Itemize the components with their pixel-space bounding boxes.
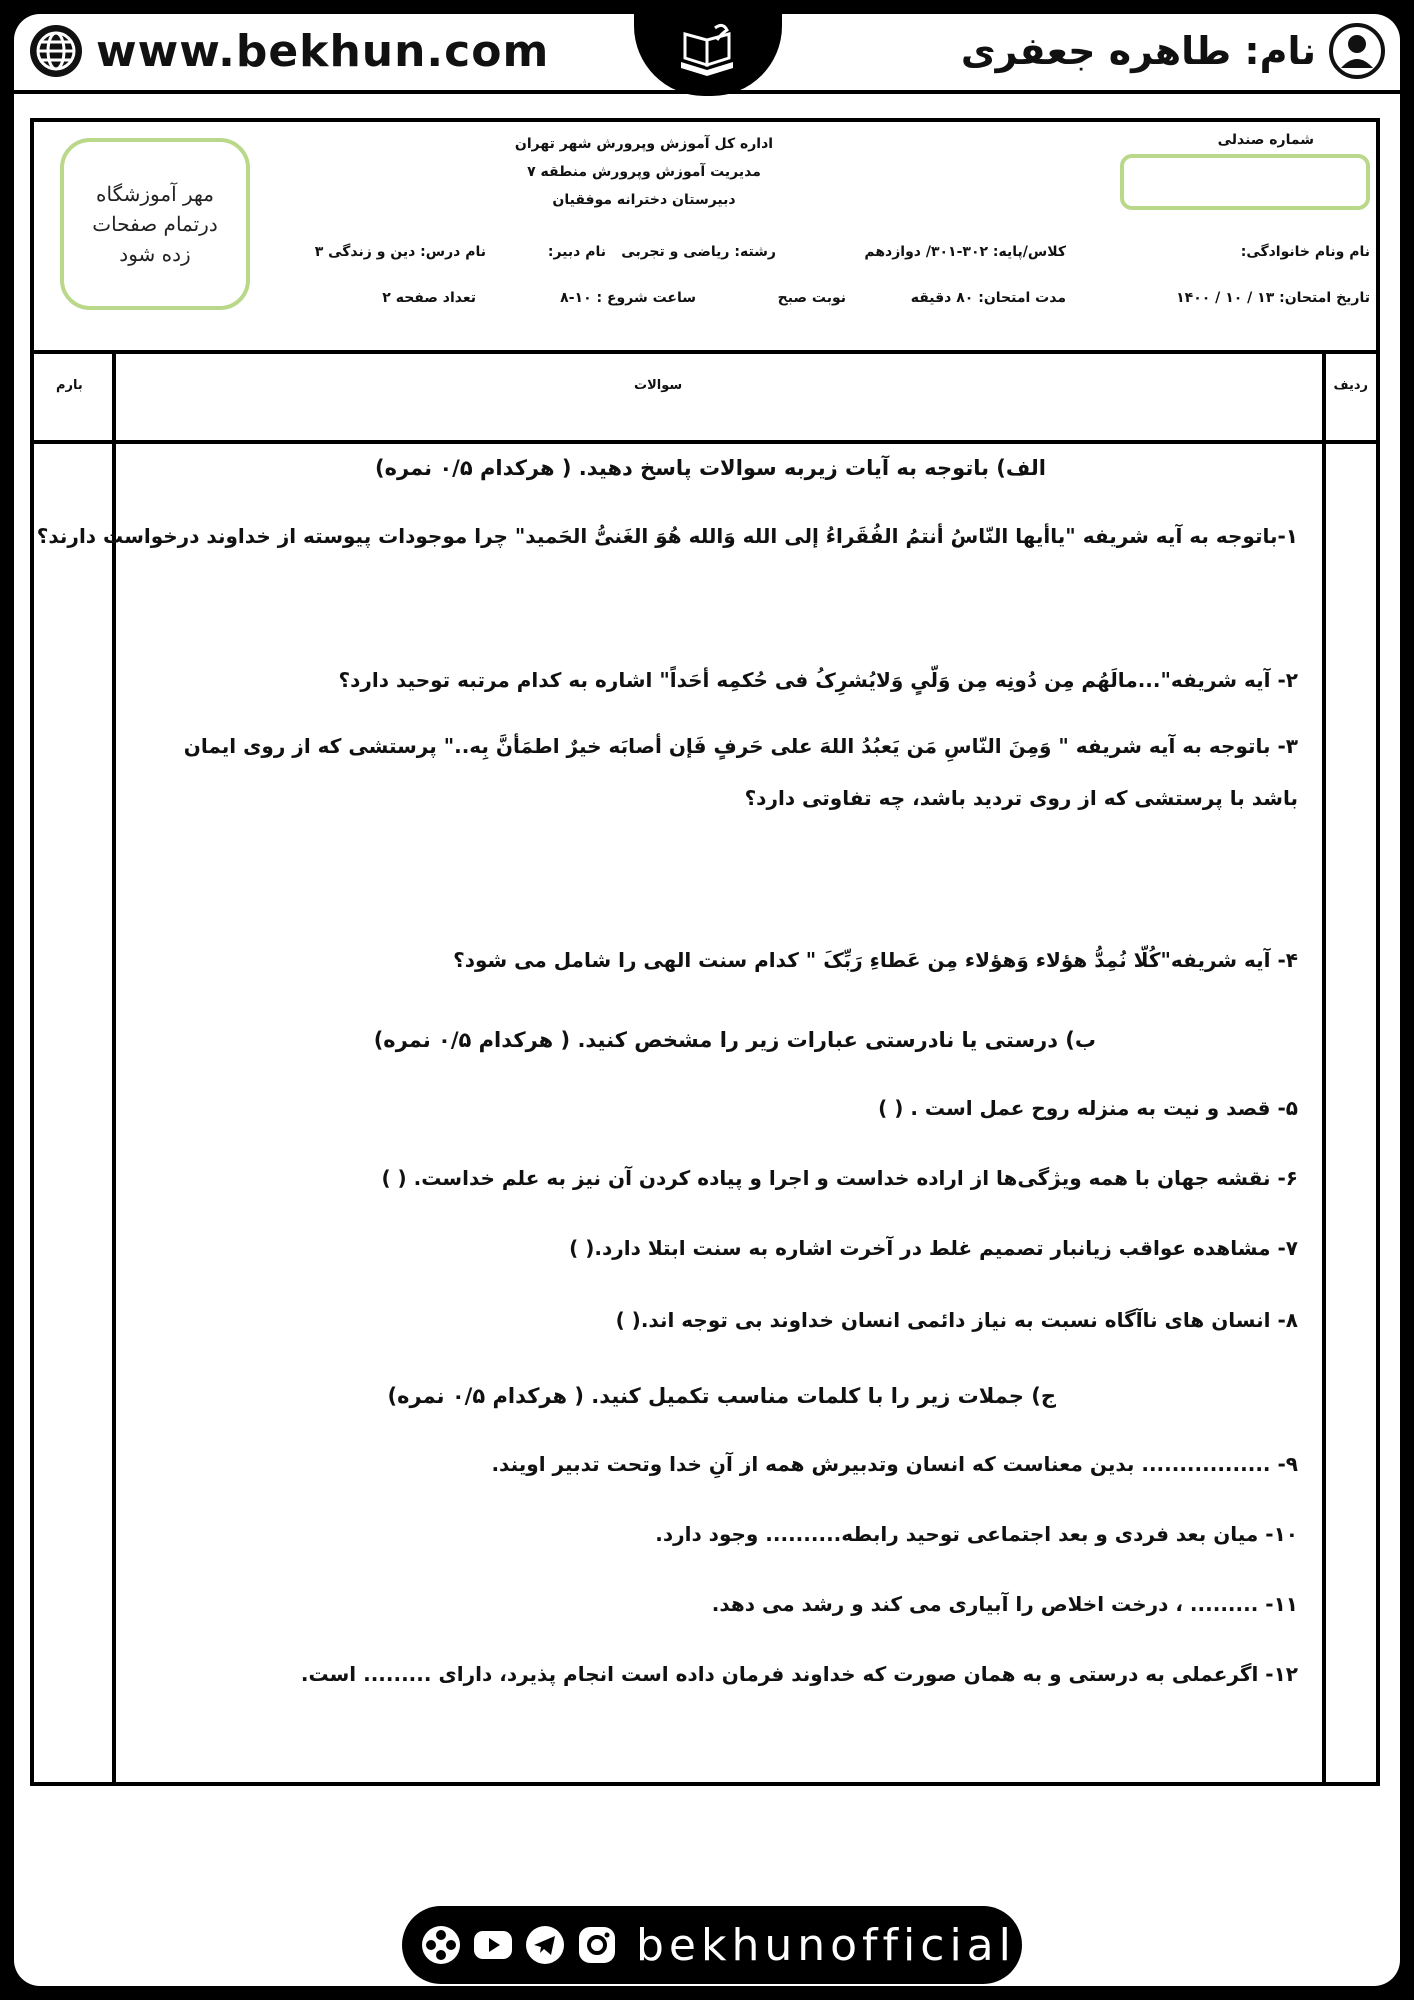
start-time-field: ساعت شروع : ۱۰-۸: [560, 290, 696, 306]
teacher-field: نام دبیر:: [547, 244, 606, 260]
question-1: ۱-باتوجه به آیه شریفه "یاأیها النّاسُ أنتمُ الفُقَراءُ إلی الله وَالله هُوَ الغَنیُّ الحَمید" چرا موجودات پیوسته از خداوند درخواست دارند؟: [36, 524, 1298, 548]
instagram-icon[interactable]: [576, 1924, 618, 1966]
stamp-line: درتمام صفحات: [92, 212, 218, 236]
book-logo-icon: [663, 18, 753, 88]
student-name-box: [961, 22, 1386, 80]
question-7: ۷- مشاهده عواقب زیانبار تصمیم غلط در آخرت اشاره به سنت ابتلا دارد.( ): [569, 1236, 1298, 1260]
exam-header: [34, 122, 1376, 354]
exam-date-field: تاریخ امتحان: ۱۳ / ۱۰ / ۱۴۰۰: [1176, 290, 1370, 306]
question-3: ۳- باتوجه به آیه شریفه " وَمِنَ النّاسِ مَن یَعبُدُ اللهَ علی حَرفٍ فَإن أصابَه خیرٌ اطمَأنَّ بِه.." پرستشی که از روی ایمان باشد با پرستشی که از روی تردید باشد، چه تفاوتی دارد؟: [183, 734, 1298, 810]
row-column-header: ردیف: [1333, 378, 1368, 393]
seat-number-label: شماره صندلی: [1217, 132, 1314, 148]
class-field: کلاس/پایه: ۳۰۲-۳۰۱/ دوازدهم: [864, 244, 1066, 260]
top-bar: [14, 14, 1400, 88]
questions-body: [36, 444, 1306, 1782]
name-field: نام ونام خانوادگی:: [1240, 244, 1370, 260]
school-stamp-box: [60, 138, 250, 310]
shift-field: نوبت صبح: [777, 290, 846, 306]
bekhun-logo: [634, 14, 782, 96]
page-count-field: تعداد صفحه ۲: [382, 290, 476, 306]
questions-column-header: سوالات: [634, 378, 683, 393]
question-4: ۴- آیه شریفه"کُلّا نُمِدُّ هؤلاء وَهؤلاء مِن عَطاءِ رَبِّکَ " کدام سنت الهی را شامل می شود؟: [453, 948, 1298, 972]
globe-icon: [28, 23, 84, 79]
question-9: ۹- ................. بدین معناست که انسان وتدبیرش همه از آنِ خدا وتحت تدبیر اویند.: [491, 1452, 1298, 1476]
student-name: نام: طاهره جعفری: [960, 29, 1316, 73]
org-line: اداره کل آموزش وپرورش شهر تهران: [514, 136, 774, 152]
youtube-icon[interactable]: [472, 1924, 514, 1966]
score-column-header: بارم: [56, 378, 83, 393]
telegram-icon[interactable]: [524, 1924, 566, 1966]
question-5: ۵- قصد و نیت به منزله روح عمل است . ( ): [878, 1096, 1298, 1120]
section-a-title: الف) باتوجه به آیات زیربه سوالات پاسخ دهید. ( هرکدام ۰/۵ نمره): [375, 456, 1046, 480]
exam-sheet: [30, 118, 1380, 1786]
page-frame: [14, 14, 1400, 1986]
stamp-line: مهر آموزشگاه: [96, 182, 214, 206]
subject-field: نام درس: دین و زندگی ۳: [314, 244, 486, 260]
major-field: رشته: ریاضی و تجربی: [621, 244, 776, 260]
question-6: ۶- نقشه جهان با همه ویژگی‌ها از اراده خداست و اجرا و پیاده کردن آن نیز به علم خداست. ( ): [381, 1166, 1298, 1190]
column-header-row: [34, 350, 1376, 444]
section-c-title: ج) جملات زیر را با کلمات مناسب تکمیل کنید. ( هرکدام ۰/۵ نمره): [387, 1384, 1056, 1408]
organization-heading: [494, 130, 794, 214]
org-line: مدیریت آموزش وپرورش منطقه ۷: [527, 164, 761, 180]
aparat-icon[interactable]: [420, 1924, 462, 1966]
row-column-divider: [1322, 350, 1326, 1782]
question-2: ۲- آیه شریفه"...مالَهُم مِن دُونِه مِن وَلّیٍ وَلایُشرِکُ فی حُکمِه أحَداً" اشاره به کدام مرتبه توحید دارد؟: [338, 668, 1298, 692]
duration-field: مدت امتحان: ۸۰ دقیقه: [910, 290, 1066, 306]
site-link[interactable]: [28, 22, 549, 80]
top-divider: [14, 90, 1400, 94]
site-url[interactable]: www.bekhun.com: [96, 25, 550, 77]
social-bar: [402, 1906, 1022, 1984]
question-12: ۱۲- اگرعملی به درستی و به همان صورت که خداوند فرمان داده است انجام پذیرد، دارای ......... است.: [300, 1662, 1298, 1686]
org-line: دبیرستان دخترانه موفقیان: [552, 192, 736, 208]
social-handle[interactable]: bekhunofficial: [636, 1919, 1016, 1971]
question-8: ۸- انسان های ناآگاه نسبت به نیاز دائمی انسان خداوند بی توجه اند.( ): [615, 1308, 1298, 1332]
question-10: ۱۰- میان بعد فردی و بعد اجتماعی توحید رابطه.......... وجود دارد.: [655, 1522, 1298, 1546]
user-icon: [1328, 22, 1386, 80]
question-11: ۱۱- ......... ، درخت اخلاص را آبیاری می کند و رشد می دهد.: [711, 1592, 1298, 1616]
stamp-line: زده شود: [119, 242, 191, 266]
section-b-title: ب) درستی یا نادرستی عبارات زیر را مشخص کنید. ( هرکدام ۰/۵ نمره): [373, 1028, 1096, 1052]
seat-number-box[interactable]: [1120, 154, 1370, 210]
